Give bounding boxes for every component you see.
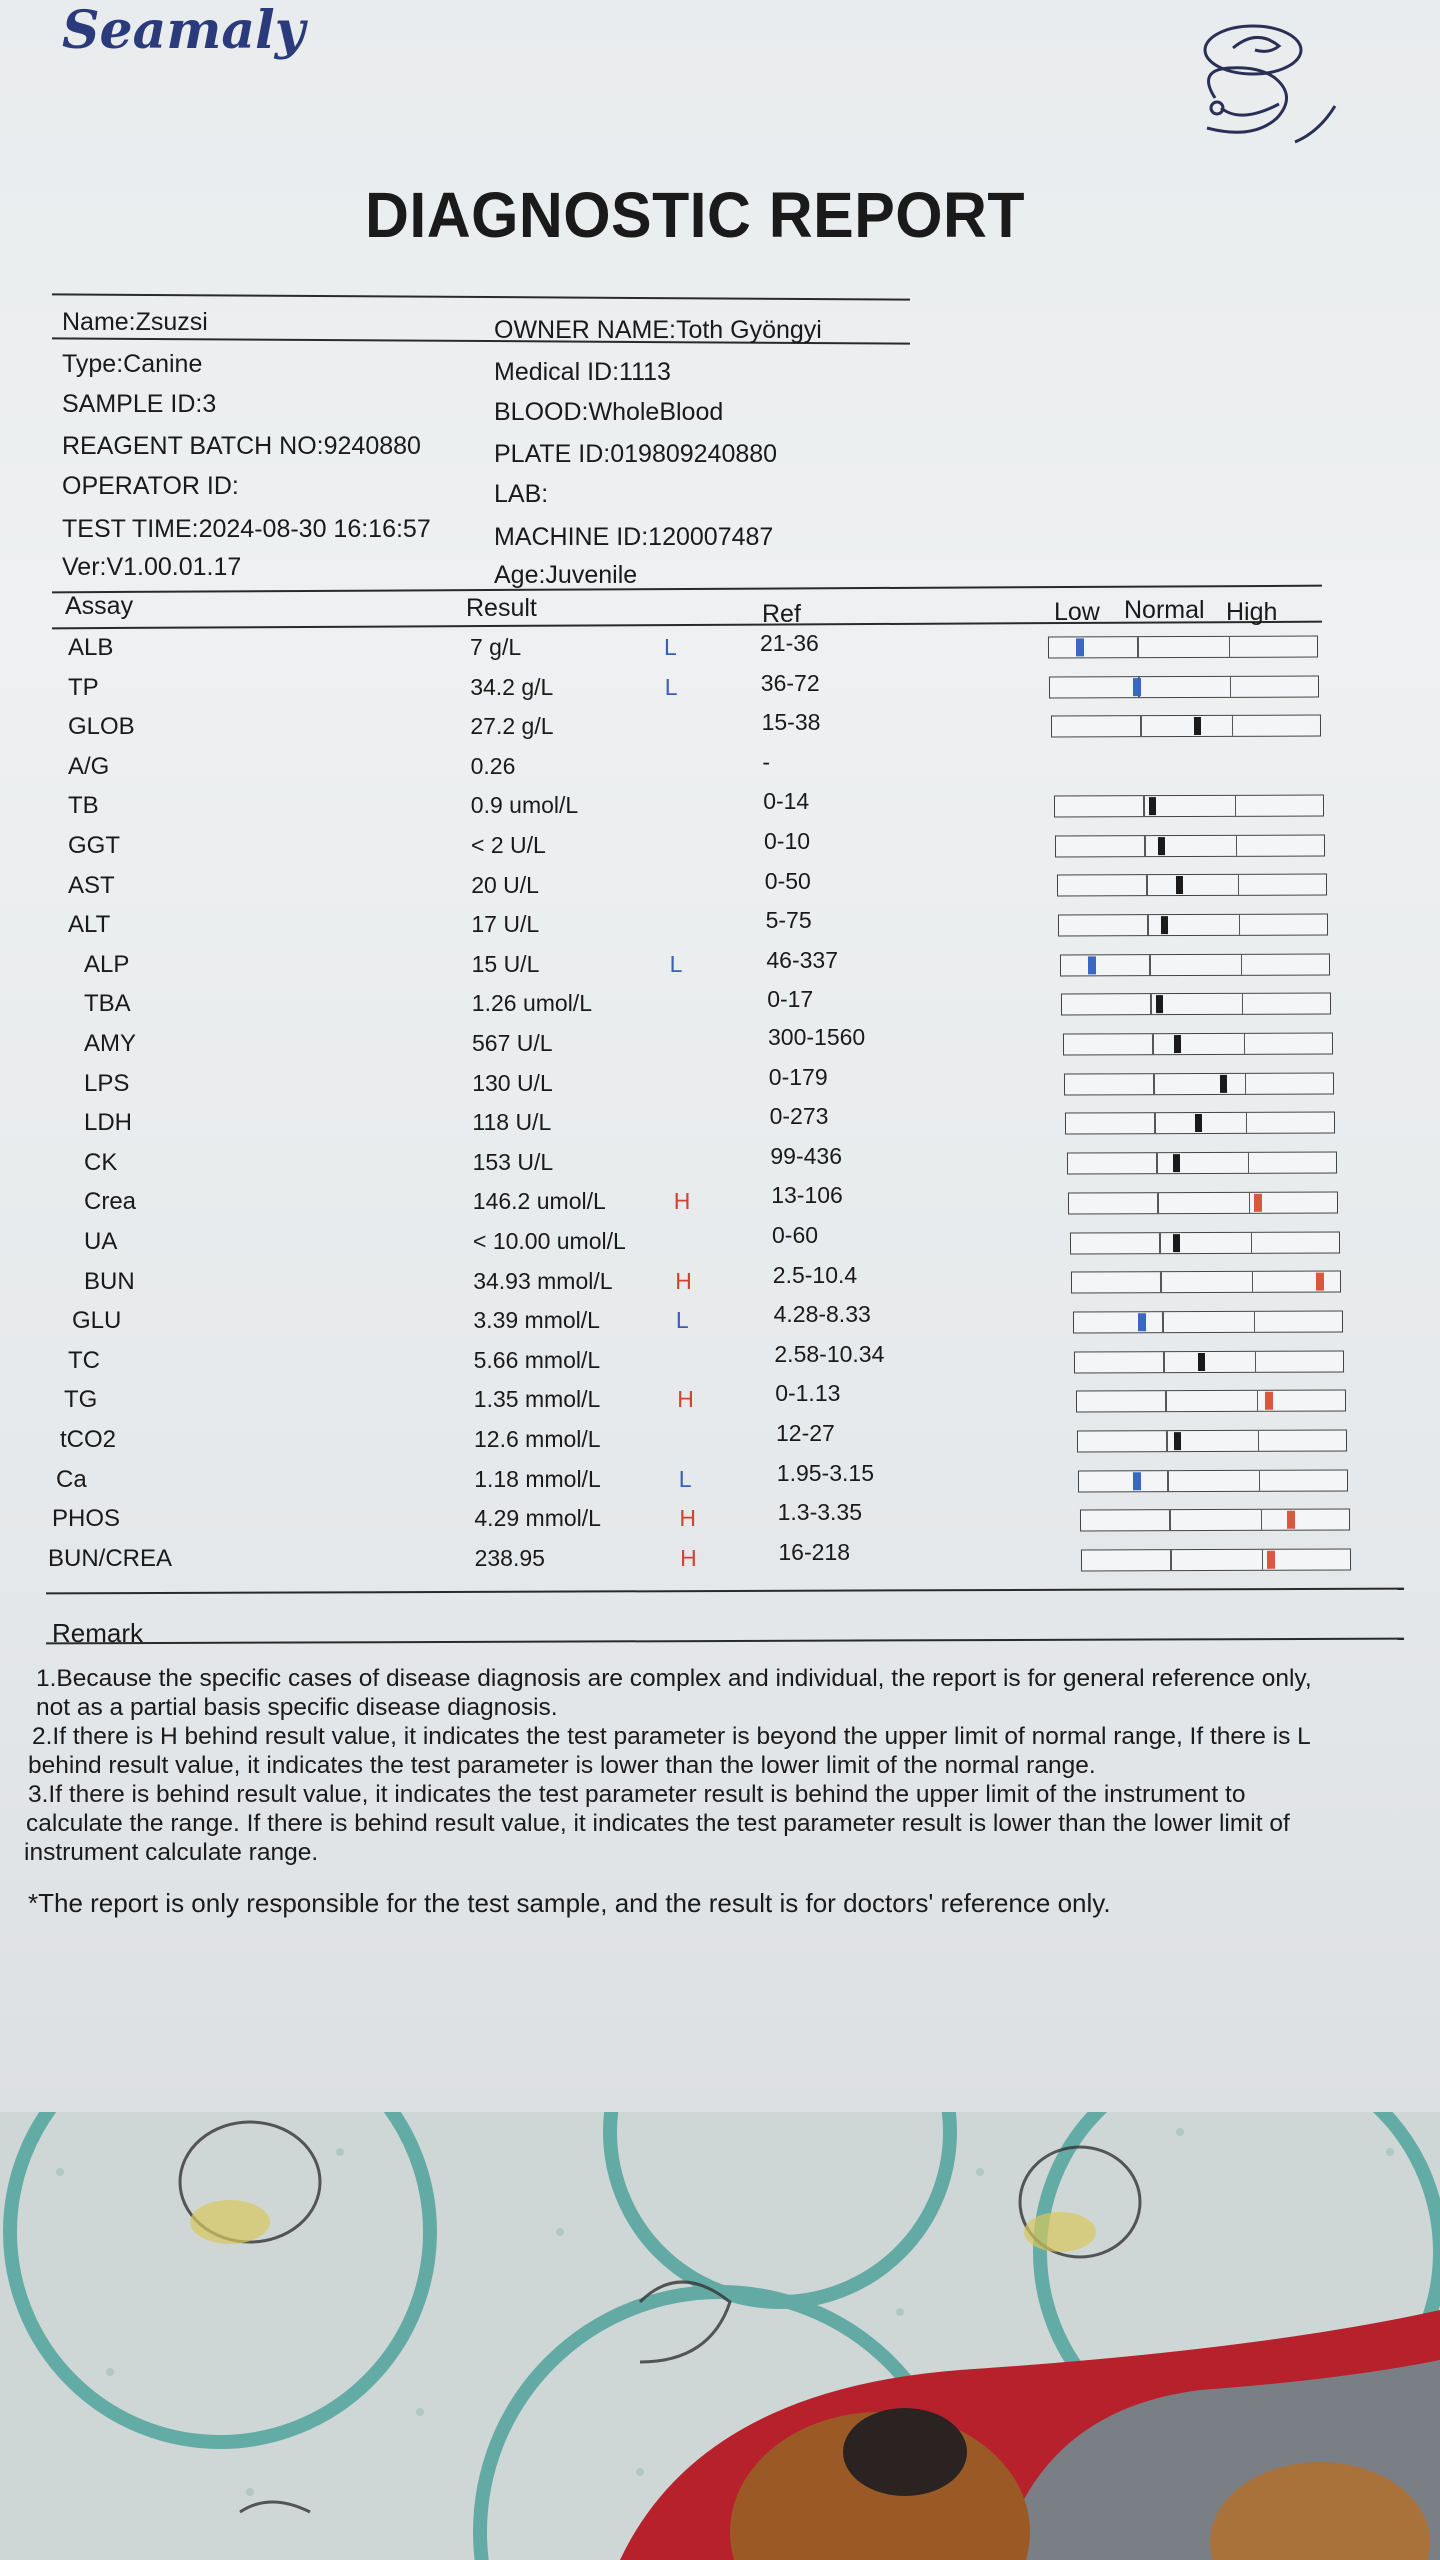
remark-line: not as a partial basis specific disease diagnosis. (36, 1694, 558, 1721)
table-cell-result: < 2 U/L (471, 832, 546, 858)
table-cell-assay: CK (84, 1148, 118, 1176)
range-indicator-bar (1080, 1509, 1350, 1532)
range-indicator-bar (1070, 1231, 1340, 1254)
table-cell-result: 0.26 (470, 752, 516, 779)
table-cell-result: 1.35 mmol/L (473, 1386, 601, 1413)
table-cell-result: 27.2 g/L (470, 713, 554, 740)
table-top-line (52, 585, 1322, 594)
range-divider (1242, 994, 1244, 1014)
table-cell-ref: 13-106 (771, 1182, 843, 1209)
table-cell-ref: - (762, 748, 771, 775)
range-marker (1161, 916, 1168, 934)
range-divider (1230, 677, 1232, 697)
range-indicator-bar (1062, 1033, 1332, 1056)
range-marker (1172, 1154, 1179, 1172)
range-divider (1231, 716, 1233, 736)
fabric-background (0, 2112, 1440, 2560)
range-marker (1149, 797, 1156, 815)
remark-line: 2.If there is H behind result value, it indicates the test parameter is beyond the upper limit of normal range, If there is L (32, 1723, 1311, 1750)
table-cell-ref: 0-14 (763, 788, 810, 815)
range-divider (1236, 835, 1238, 855)
range-marker (1194, 717, 1201, 735)
table-cell-result: 1.18 mmol/L (474, 1465, 601, 1492)
range-divider (1146, 875, 1148, 895)
header-top-line (52, 293, 910, 300)
table-cell-ref: 0-60 (772, 1222, 819, 1248)
table-cell-ref: 36-72 (760, 669, 820, 696)
table-cell-assay: GGT (68, 832, 120, 859)
table-cell-assay: AST (68, 871, 115, 899)
table-cell-assay: LDH (84, 1109, 133, 1137)
table-cell-ref: 2.58-10.34 (774, 1340, 885, 1367)
table-cell-result: 153 U/L (472, 1148, 554, 1175)
range-divider (1262, 1550, 1264, 1570)
range-indicator-bar (1078, 1469, 1348, 1492)
table-cell-result: 34.93 mmol/L (473, 1267, 613, 1294)
range-divider (1239, 915, 1241, 935)
range-indicator-bar (1073, 1310, 1343, 1333)
table-cell-ref: 5-75 (765, 907, 812, 934)
table-cell-flag: L (678, 1465, 692, 1492)
range-divider (1229, 637, 1231, 657)
range-marker (1138, 1313, 1146, 1331)
table-cell-ref: 4.28-8.33 (773, 1301, 871, 1328)
table-cell-assay: BUN (84, 1267, 135, 1295)
brand-logo: Seamaly (62, 0, 306, 61)
range-divider (1169, 1511, 1171, 1531)
info-left-field: SAMPLE ID:3 (62, 390, 217, 418)
range-divider (1244, 1074, 1246, 1094)
remark-line: 1.Because the specific cases of disease diagnosis are complex and individual, the report is for general reference only, (36, 1665, 1312, 1692)
range-indicator-bar (1060, 953, 1330, 976)
range-marker (1158, 837, 1165, 855)
range-indicator-bar (1057, 874, 1327, 897)
range-indicator-bar (1061, 993, 1331, 1016)
range-indicator-bar (1049, 675, 1319, 698)
range-divider (1161, 1272, 1163, 1292)
info-left-field: Name:Zsuzsi (62, 308, 208, 336)
range-indicator-bar (1064, 1072, 1334, 1095)
table-cell-flag: L (664, 673, 678, 700)
table-cell-ref: 12-27 (776, 1420, 835, 1446)
range-marker (1156, 995, 1163, 1013)
report-title: DIAGNOSTIC REPORT (364, 179, 1026, 251)
range-divider (1256, 1391, 1258, 1411)
remark-line: 3.If there is behind result value, it indicates the test parameter result is behind the upper limit of the instrument to (28, 1781, 1246, 1808)
range-indicator-bar (1068, 1191, 1338, 1214)
table-cell-flag: L (664, 634, 677, 660)
table-cell-assay: TC (68, 1346, 100, 1374)
range-marker (1220, 1075, 1227, 1093)
range-indicator-bar (1055, 834, 1325, 857)
range-marker (1173, 1234, 1180, 1252)
info-right-field: BLOOD:WholeBlood (494, 398, 724, 426)
snake-logo-icon (1185, 12, 1345, 172)
range-divider (1143, 796, 1145, 816)
range-divider (1255, 1351, 1257, 1371)
table-cell-result: 118 U/L (472, 1109, 552, 1136)
table-cell-assay: TP (68, 673, 99, 701)
range-divider (1171, 1550, 1173, 1570)
table-cell-result: 15 U/L (471, 950, 540, 977)
range-indicator-bar (1054, 794, 1324, 817)
table-cell-assay: TG (64, 1386, 98, 1414)
table-cell-flag: H (673, 1188, 691, 1215)
info-right-field: Age:Juvenile (494, 561, 638, 589)
table-cell-result: 34.2 g/L (470, 673, 554, 700)
range-divider (1149, 955, 1151, 975)
range-marker (1173, 1035, 1180, 1053)
range-divider (1145, 836, 1147, 856)
table-cell-result: 3.39 mmol/L (473, 1307, 600, 1334)
table-cell-assay: PHOS (52, 1505, 121, 1533)
fabric-pattern-icon (0, 2112, 1440, 2560)
range-marker (1195, 1114, 1202, 1132)
table-cell-flag: H (679, 1505, 697, 1532)
table-cell-assay: TB (68, 792, 99, 820)
range-divider (1247, 1153, 1249, 1173)
range-indicator-bar (1071, 1271, 1341, 1294)
range-indicator-bar (1077, 1430, 1347, 1453)
range-divider (1249, 1193, 1251, 1213)
table-cell-result: 1.26 umol/L (471, 990, 592, 1017)
table-cell-assay: GLOB (68, 713, 135, 741)
table-cell-flag: H (677, 1386, 694, 1413)
table-cell-result: 146.2 umol/L (472, 1188, 606, 1215)
range-divider (1166, 1431, 1168, 1451)
table-cell-ref: 99-436 (770, 1142, 843, 1169)
table-cell-result: 12.6 mmol/L (474, 1426, 601, 1452)
table-cell-ref: 2.5-10.4 (772, 1261, 858, 1288)
range-divider (1158, 1193, 1160, 1213)
range-divider (1152, 1034, 1154, 1054)
remark-title: Remark (52, 1618, 144, 1648)
info-right-field: MACHINE ID:120007487 (494, 523, 774, 551)
range-marker (1264, 1392, 1272, 1410)
range-divider (1163, 1352, 1165, 1372)
range-marker (1316, 1273, 1324, 1291)
table-cell-assay: Crea (84, 1188, 137, 1216)
table-cell-result: 20 U/L (471, 871, 539, 898)
table-cell-assay: UA (84, 1228, 118, 1255)
footnote: *The report is only responsible for the test sample, and the result is for doctors' reference only. (28, 1888, 1111, 1918)
range-divider (1137, 637, 1139, 657)
remark-top-line (46, 1588, 1404, 1595)
table-cell-result: 5.66 mmol/L (473, 1346, 601, 1373)
info-left-field: Ver:V1.00.01.17 (62, 553, 242, 581)
header-normal: Normal (1124, 596, 1205, 624)
table-cell-result: 7 g/L (470, 634, 522, 660)
range-divider (1156, 1153, 1158, 1173)
header-low: Low (1054, 598, 1100, 626)
table-cell-ref: 1.3-3.35 (777, 1499, 862, 1526)
table-cell-result: 0.9 umol/L (470, 792, 579, 819)
table-cell-ref: 46-337 (766, 946, 839, 973)
table-cell-ref: 0-273 (769, 1103, 829, 1130)
range-divider (1243, 1034, 1245, 1054)
table-cell-assay: GLU (72, 1307, 122, 1335)
table-cell-assay: ALP (84, 950, 130, 978)
range-divider (1159, 1233, 1161, 1253)
table-cell-assay: Ca (56, 1465, 87, 1493)
range-indicator-bar (1048, 636, 1318, 659)
range-marker (1176, 876, 1183, 894)
info-right-field: LAB: (494, 480, 549, 508)
range-marker (1174, 1432, 1181, 1450)
range-marker (1287, 1511, 1295, 1529)
info-left-field: TEST TIME:2024-08-30 16:16:57 (62, 515, 431, 543)
range-marker (1254, 1194, 1262, 1212)
range-divider (1165, 1391, 1167, 1411)
table-cell-result: 567 U/L (472, 1030, 553, 1056)
table-cell-ref: 0-1.13 (775, 1380, 841, 1407)
table-cell-assay: TBA (84, 990, 131, 1018)
table-cell-ref: 300-1560 (768, 1024, 866, 1050)
table-cell-ref: 15-38 (761, 709, 821, 736)
table-cell-flag: H (680, 1544, 697, 1571)
range-indicator-bar (1051, 715, 1321, 738)
range-divider (1258, 1431, 1260, 1451)
range-indicator-bar (1065, 1112, 1335, 1135)
range-divider (1162, 1312, 1164, 1332)
table-cell-result: 130 U/L (472, 1069, 553, 1096)
table-cell-assay: AMY (84, 1030, 137, 1057)
table-cell-ref: 1.95-3.15 (776, 1459, 874, 1486)
range-indicator-bar (1076, 1390, 1346, 1413)
remark-line: calculate the range. If there is behind result value, it indicates the test parameter result is lower than the lower limit of (26, 1810, 1290, 1837)
table-cell-flag: L (669, 950, 683, 977)
range-indicator-bar (1074, 1350, 1344, 1373)
table-cell-ref: 0-179 (768, 1063, 828, 1090)
range-divider (1246, 1113, 1248, 1133)
range-divider (1150, 994, 1152, 1014)
range-divider (1240, 954, 1242, 974)
table-cell-assay: ALT (68, 911, 111, 939)
info-left-field: Type:Canine (62, 350, 203, 378)
table-cell-assay: LPS (84, 1069, 130, 1097)
table-cell-assay: BUN/CREA (48, 1544, 173, 1572)
range-marker (1133, 1472, 1141, 1490)
remark-line: behind result value, it indicates the test parameter is lower than the lower limit of the normal range. (28, 1752, 1096, 1779)
remark-bottom-line (46, 1638, 1404, 1645)
range-divider (1259, 1471, 1261, 1491)
info-left-field: REAGENT BATCH NO:9240880 (62, 432, 421, 460)
range-marker (1133, 678, 1141, 696)
info-right-field: PLATE ID:019809240880 (494, 440, 778, 468)
table-cell-ref: 21-36 (760, 630, 819, 656)
table-cell-result: 4.29 mmol/L (474, 1505, 601, 1532)
range-divider (1253, 1312, 1255, 1332)
info-left-field: OPERATOR ID: (62, 472, 239, 500)
info-right-field: Medical ID:1113 (494, 358, 671, 386)
info-right-field: OWNER NAME:Toth Gyöngyi (494, 316, 822, 344)
range-divider (1260, 1510, 1262, 1530)
range-marker (1267, 1551, 1275, 1569)
range-marker (1087, 956, 1095, 974)
table-cell-result: < 10.00 umol/L (473, 1228, 626, 1254)
range-indicator-bar (1067, 1152, 1337, 1175)
range-divider (1155, 1114, 1157, 1134)
table-cell-ref: 16-218 (778, 1538, 851, 1565)
range-divider (1237, 875, 1239, 895)
range-divider (1153, 1074, 1155, 1094)
table-cell-assay: A/G (68, 752, 110, 780)
table-cell-flag: H (675, 1267, 692, 1294)
table-cell-ref: 0-10 (764, 828, 811, 854)
remark-line: instrument calculate range. (24, 1839, 319, 1866)
range-marker (1076, 638, 1084, 656)
header-ref: Ref (762, 600, 801, 628)
table-cell-assay: tCO2 (60, 1426, 117, 1453)
range-divider (1140, 717, 1142, 737)
table-cell-ref: 0-17 (767, 986, 814, 1013)
range-marker (1198, 1353, 1205, 1371)
range-divider (1252, 1272, 1254, 1292)
range-indicator-bar (1058, 913, 1328, 936)
range-divider (1168, 1471, 1170, 1491)
header-result: Result (466, 594, 537, 622)
range-divider (1250, 1232, 1252, 1252)
range-divider (1148, 915, 1150, 935)
table-cell-result: 238.95 (474, 1544, 545, 1571)
header-high: High (1226, 598, 1278, 626)
table-cell-flag: L (675, 1307, 689, 1334)
table-cell-result: 17 U/L (471, 911, 540, 938)
range-indicator-bar (1081, 1549, 1351, 1572)
table-cell-ref: 0-50 (764, 867, 811, 894)
table-cell-assay: ALB (68, 634, 114, 661)
range-divider (1234, 796, 1236, 816)
header-assay: Assay (65, 592, 134, 620)
